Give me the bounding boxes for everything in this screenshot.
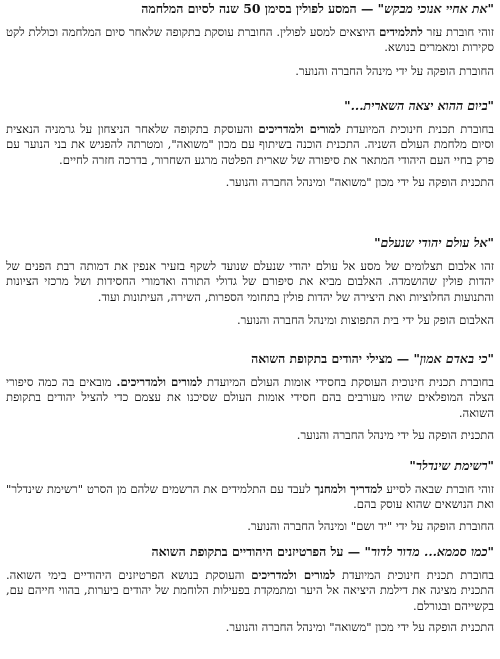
section-6-body-pre: בחוברת תכנית חינוכית המיועדת	[335, 568, 494, 582]
section-6	[6, 545, 494, 635]
section-5-body-pre: זוהי חוברת שבאה לסייע	[382, 482, 494, 496]
section-6-body-post: והעוסקת בנושא הפרטיזנים היהודיים בימי השואה. התכנית מציגה את דילמת היציאה אל היער ומתמקדת בפעילות הלוחמת של יהודים ביערות, בהווי חייהם עם, בקשייהם ובגורלם.	[6, 568, 494, 613]
section-2-heading	[6, 99, 494, 113]
section-5-body-bold: למדריך ולמחנך	[314, 482, 383, 496]
section-6-title: "כמו סממא... מדור לדור"	[364, 544, 494, 559]
section-2-body-post: והעוסקת בתקופה שלאחר הניצחון על גרמניה הנאצית וסיום מלחמת העולם השניה. התכנית הוכנה בשיתוף עם מכון "משואה", ומטרתה להפגיש את בני הנוער עם פרק בחיי העם היהודי המתאר את סיפורה של שארית הפלטה מרגע השחרור, בדרכה חזרה לחיים.	[6, 122, 494, 167]
section-4-body-pre: בחוברת תכנית חינוכית העוסקת בחסידי אומות העולם המיועדת	[202, 375, 494, 389]
section-1-body-post: היוצאים למסע לפולין. החוברת עוסקת בתקופה שלאחר סיום המלחמה וכוללת לקט סקירות ומאמרים בנושא.	[6, 25, 494, 55]
section-5-title: "רשימת שינדלר"	[409, 458, 494, 473]
section-1-subtitle: המסע לפולין בסימן 50 שנה לסיום המלחמה	[141, 1, 357, 16]
section-4	[6, 352, 494, 443]
section-6-body	[6, 568, 494, 614]
section-1-credit: החוברת הופקה על ידי מינהל החברה והנוער.	[295, 63, 494, 78]
section-1	[6, 2, 494, 79]
section-4-subtitle: מצילי יהודים בתקופת השואה	[251, 351, 393, 366]
section-5-body-post: לעבד עם התלמידים את הרשמים שלהם מן הסרט "רשימת שינדלר" ואת הנושאים שהוא עוסק בהם.	[6, 482, 494, 512]
section-4-credit: התכנית הופקה על ידי מינהל החברה והנוער.	[296, 428, 494, 443]
section-2-body-pre: בחוברת תכנית חינוכית המיועדת	[340, 122, 494, 136]
section-6-credit: התכנית הופקה על ידי מכון "משואה" ומינהל החברה והנוער.	[225, 620, 494, 635]
section-6-heading	[6, 545, 494, 559]
section-2-title: "ביום ההוא יצאה השארית..."	[344, 98, 494, 113]
section-3	[6, 236, 494, 328]
section-3-body-text: זהו אלבום תצלומים של מסע אל עולם יהודי שנעלם שנועד לשקף בזעיר אנפין את דמותה רבת הפנים של יהדות פולין שהושמדה. האלבום מביא את סיפורם של גדולי התורה ואדמורי החסידות ושל מרכזי הציונות והתנועות החלוציות ואת היצירה של יהדות פולין בתחומי הספרות, השירה, העיתונות ועוד.	[6, 259, 494, 304]
section-5	[6, 459, 494, 534]
section-2	[6, 99, 494, 190]
section-6-body-bold: למורים ולמדריכים	[251, 568, 336, 582]
section-5-heading	[6, 459, 494, 473]
section-2-body	[6, 122, 494, 168]
section-1-body-pre: זוהי חוברת עזר	[422, 25, 495, 39]
section-4-body-bold: למורים ולמדריכים.	[116, 375, 203, 389]
section-5-credit: החוברת הופקה על ידי "יד ושם" ומינהל החברה והנוער.	[247, 518, 494, 533]
section-1-dash: —	[356, 1, 378, 16]
section-1-heading	[6, 2, 494, 16]
section-1-body-bold: לתלמידים	[379, 25, 423, 39]
section-3-heading	[6, 236, 494, 250]
section-4-title: "כי באדם אמון"	[413, 351, 494, 366]
section-4-heading	[6, 352, 494, 366]
section-3-title: "אל עולם יהודי שנעלם"	[374, 235, 494, 250]
section-1-title: "את אחיי אנוכי מבקש"	[377, 1, 494, 16]
section-1-body	[6, 25, 494, 56]
section-2-credit: התכנית הופקה על ידי מכון "משואה" ומינהל החברה והנוער.	[225, 175, 494, 190]
section-4-body-post: מובאים בה כמה סיפורי הצלה המופלאים שהיו מעורבים בהם חסידי אומות העולם שסיכנו את עצמם כדי להציל יהודים בתקופת השואה.	[6, 375, 494, 420]
section-4-body	[6, 375, 494, 421]
section-4-dash: —	[392, 351, 414, 366]
section-6-subtitle: על הפרטיזנים היהודיים בתקופת השואה	[151, 544, 344, 559]
section-6-dash: —	[343, 544, 365, 559]
section-3-body	[6, 259, 494, 305]
section-5-body	[6, 482, 494, 513]
section-3-credit: האלבום הופק על ידי בית התפוצות ומינהל החברה והנוער.	[237, 313, 494, 328]
section-2-body-bold: למורים ולמדריכים	[258, 122, 341, 136]
